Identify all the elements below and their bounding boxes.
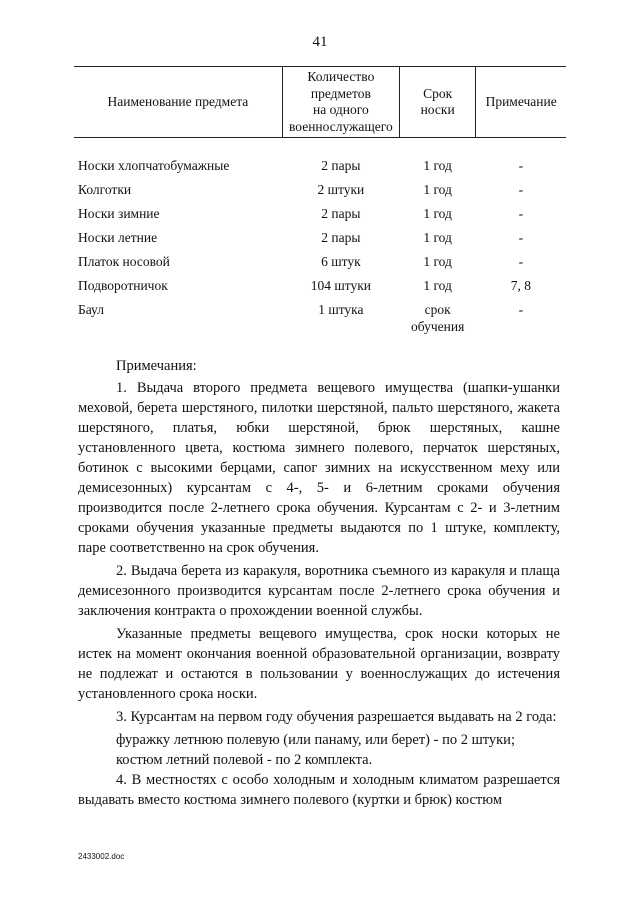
cell-quantity: 2 пары	[321, 158, 361, 173]
cell-item-name: Носки зимние	[78, 206, 160, 221]
header-quantity	[282, 67, 399, 138]
cell-term-line: 1 год	[423, 182, 452, 197]
cell-term-line: 1 год	[423, 206, 452, 221]
cell-term-line: 1 год	[423, 230, 452, 245]
cell-term	[399, 230, 475, 254]
cell-note: -	[518, 182, 524, 197]
header-term-line: носки	[420, 102, 455, 117]
table-row	[74, 230, 566, 254]
header-quantity-line: Количество	[307, 69, 375, 84]
cell-quantity: 104 штуки	[310, 278, 371, 293]
cell-quantity: 6 штук	[321, 254, 361, 269]
cell-note: -	[518, 158, 524, 173]
header-note: Примечание	[476, 67, 566, 138]
cell-item-name: Подворотничок	[78, 278, 168, 293]
header-quantity-line: на одного	[312, 102, 369, 117]
note-paragraph: Указанные предметы вещевого имущества, срок носки которых не истек на момент окончания военной образовательной организации, возврату не подлежат и остаются в пользовании у военнослужащих до истечения установленного срока носки.	[78, 626, 560, 702]
cell-term-line: 1 год	[423, 278, 452, 293]
cell-note: 7, 8	[510, 278, 532, 293]
cell-term	[399, 278, 475, 302]
table-row	[74, 138, 566, 183]
note-paragraph: 4. В местностях с особо холодным и холодным климатом разрешается выдавать вместо костюма зимнего полевого (куртки и брюк) костюм	[78, 772, 560, 808]
cell-quantity: 1 штука	[318, 302, 364, 317]
note-paragraph: 1. Выдача второго предмета вещевого имущества (шапки-ушанки меховой, берета шерстяного, пилотки шерстяной, пальто шерстяного, жакета шерстяного, платья, юбки шерстяной, брюк шерстяных, кашне установленного цвета, костюма зимнего полевого, перчаток шерстяных, ботинок с высокими берцами, сапог зимних на искусственном меху или демисезонных) курсантам с 4-, 5- и 6-летним сроками обучения производится после 2-летнего срока обучения. Курсантам с 2- и 3-летним сроками обучения указанные предметы выдаются по 1 штуке, комплекту, паре соответственно на срок обучения.	[78, 380, 560, 556]
cell-note: -	[518, 230, 524, 245]
cell-quantity: 2 штуки	[317, 182, 365, 197]
table-header-row	[74, 67, 566, 138]
notes-title: Примечания:	[116, 358, 197, 374]
table-body	[74, 138, 566, 336]
cell-quantity: 2 пары	[321, 230, 361, 245]
cell-term	[399, 302, 475, 335]
cell-term	[399, 206, 475, 230]
header-term	[399, 67, 475, 138]
header-quantity-line: военнослужащего	[289, 118, 393, 134]
cell-item-name: Носки летние	[78, 230, 158, 245]
table-row	[74, 206, 566, 230]
notes-section	[78, 356, 560, 813]
footer-filename: 2433002.doc	[78, 852, 125, 861]
cell-note: -	[518, 254, 524, 269]
table-row	[74, 278, 566, 302]
note-paragraph: костюм летний полевой - по 2 комплекта.	[116, 752, 373, 768]
cell-note: -	[518, 206, 524, 221]
items-table	[74, 66, 566, 335]
cell-item-name: Платок носовой	[78, 254, 170, 269]
cell-item-name: Носки хлопчатобумажные	[78, 158, 230, 173]
cell-term-line: обучения	[410, 318, 465, 334]
header-quantity-line: предметов	[310, 85, 371, 101]
cell-item-name: Баул	[78, 302, 104, 317]
cell-term	[399, 182, 475, 206]
cell-term	[399, 138, 475, 183]
table-row	[74, 182, 566, 206]
header-item-name: Наименование предмета	[74, 67, 282, 138]
cell-term	[399, 254, 475, 278]
note-paragraph: фуражку летнюю полевую (или панаму, или берет) - по 2 штуки;	[116, 732, 515, 748]
table-row	[74, 254, 566, 278]
notes-body	[78, 378, 560, 810]
cell-term-line: 1 год	[423, 254, 452, 269]
note-paragraph: 3. Курсантам на первом году обучения разрешается выдавать на 2 года:	[116, 709, 557, 725]
page-number: 41	[312, 34, 328, 50]
table-row	[74, 302, 566, 335]
header-term-line: Срок	[423, 85, 453, 101]
note-paragraph: 2. Выдача берета из каракуля, воротника съемного из каракуля и плаща демисезонного производится курсантам после 2-летнего срока обучения и заключения контракта о прохождении военной службы.	[78, 563, 560, 619]
cell-term-line: 1 год	[423, 158, 452, 173]
cell-item-name: Колготки	[78, 182, 132, 197]
cell-quantity: 2 пары	[321, 206, 361, 221]
cell-note: -	[518, 302, 524, 317]
cell-term-line: срок	[424, 302, 451, 317]
